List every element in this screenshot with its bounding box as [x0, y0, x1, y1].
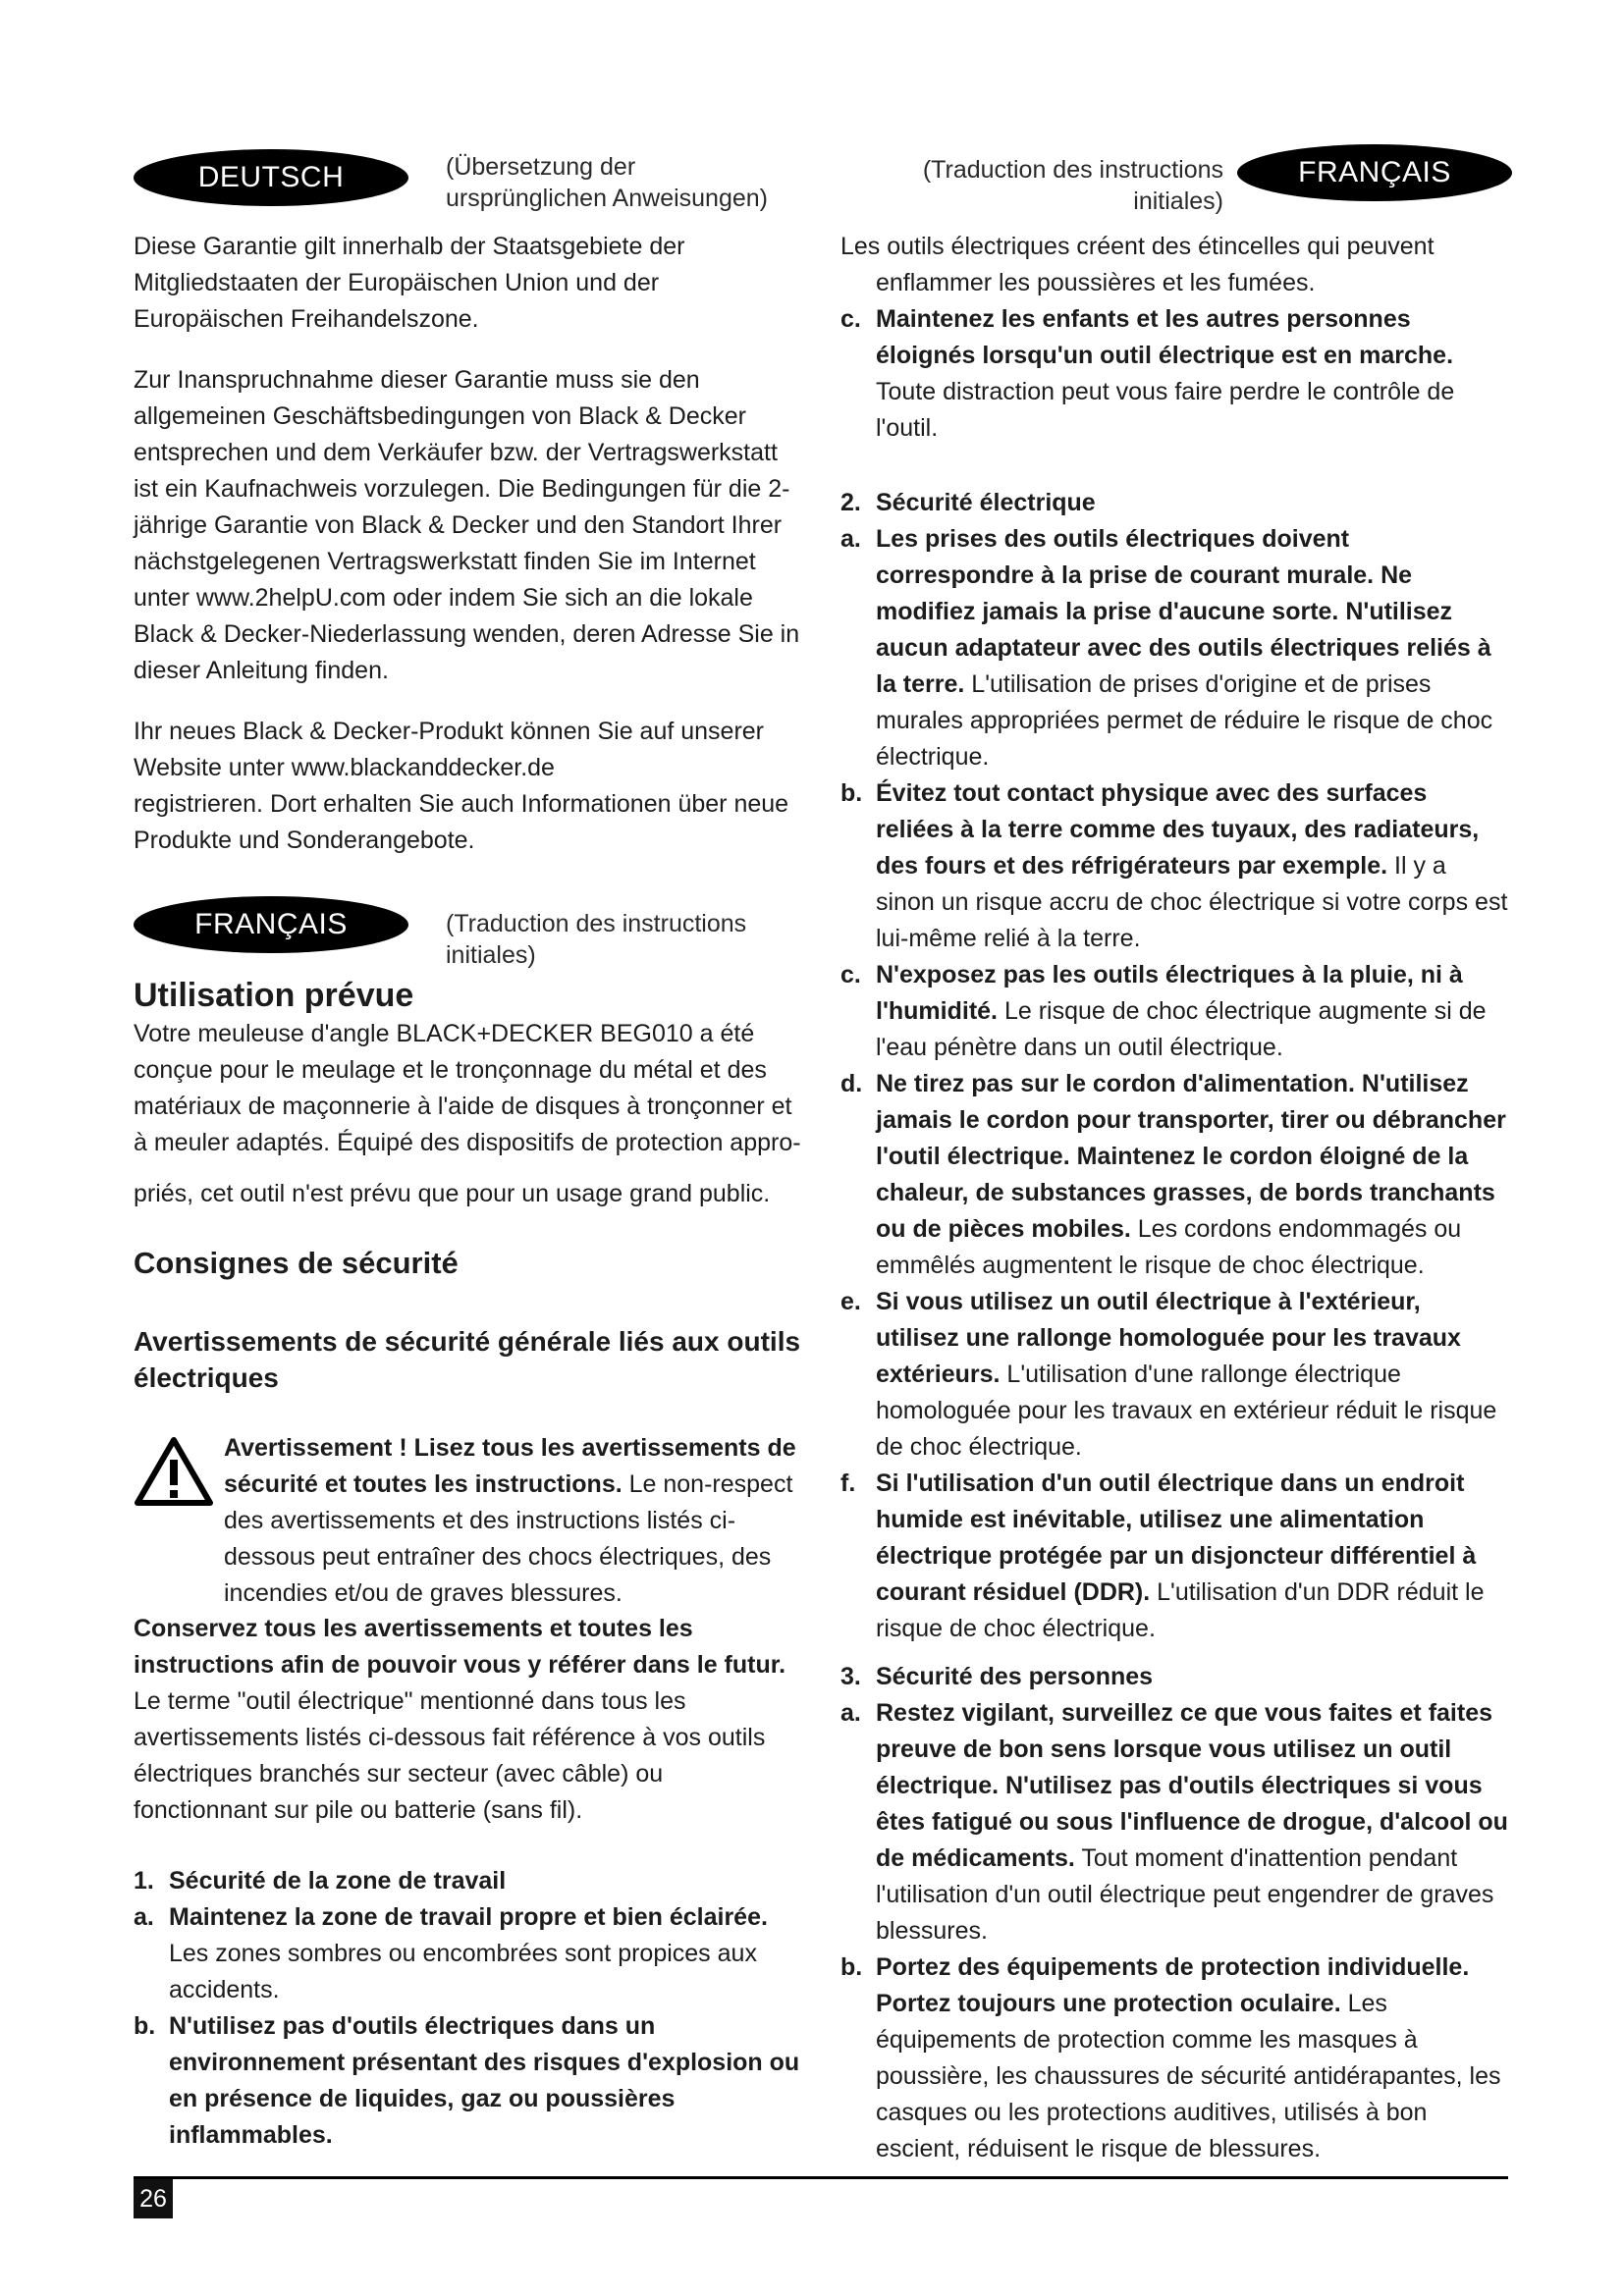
- section-electrical-safety: [840, 485, 1508, 521]
- francais-translation-note: (Traduction des instructions initiales): [446, 910, 747, 969]
- item-marker: a.: [840, 525, 861, 553]
- item-bold: Portez des équipements de protection individuelle. Portez toujours une protection oculaire.: [876, 1953, 1470, 2017]
- deutsch-translation-note: (Übersetzung der ursprünglichen Anweisungen): [446, 153, 768, 212]
- general-warning-bold: Avertissement ! Lisez tous les avertissements de sécurité et toutes les instructions.: [224, 1434, 796, 1498]
- keep-instructions-bold: Conservez tous les avertissements et toutes les instructions afin de pouvoir vous y référer dans le futur.: [134, 1615, 786, 1679]
- item-bold: Si l'utilisation d'un outil électrique dans un endroit humide est inévitable, utilisez une alimentation électrique protégée par un disjoncteur différentiel à courant résiduel (DDR).: [876, 1469, 1477, 1606]
- item-text: Tout moment d'inattention pendant l'utilisation d'un outil électrique peut engendrer de graves blessures.: [876, 1844, 1494, 1945]
- item-text: Le risque de choc électrique augmente si de l'eau pénètre dans un outil électrique.: [876, 997, 1487, 1061]
- item-text: L'utilisation de prises d'origine et de prises murales appropriées permet de réduire le risque de choc électrique.: [876, 670, 1493, 771]
- item-marker: b.: [134, 2012, 156, 2040]
- deutsch-registration-info: registrieren. Dort erhalten Sie auch Informationen über neue Produkte und Sonderangebote.: [134, 790, 789, 854]
- francais-badge-label: FRANÇAIS: [194, 908, 348, 940]
- item-bold: Ne tirez pas sur le cordon d'alimentation. N'utilisez jamais le cordon pour transporter, tirer ou débrancher l'outil électrique. Maintenez le cordon éloigné de la chaleur, de substances grasses, de bords tranchants ou de pièces mobiles.: [876, 1070, 1506, 1243]
- francais-badge-label-right: FRANÇAIS: [1298, 156, 1451, 188]
- item-marker: f.: [840, 1469, 856, 1497]
- item-bold: Maintenez les enfants et les autres personnes éloignés lorsqu'un outil électrique est en marche.: [876, 305, 1454, 369]
- general-warnings-heading: Avertissements de sécurité générale liés aux outils électriques: [134, 1326, 801, 1393]
- section-work-area-safety: [134, 1863, 801, 1899]
- page-number-label: 26: [139, 2184, 167, 2213]
- section-number: 1.: [134, 1867, 154, 1895]
- list-item: [840, 957, 1508, 1066]
- item-bold: N'exposez pas les outils électriques à la pluie, ni à l'humidité.: [876, 961, 1463, 1025]
- deutsch-warranty-conditions: Zur Inanspruchnahme dieser Garantie muss sie den allgemeinen Geschäftsbedingungen von Black & Decker entsprechen und dem Verkäufer bzw. der Vertragswerkstatt ist ein Kaufnachweis vorzulegen. Die Bedingungen für die 2-jährige Garantie von Black & Decker und den Standort Ihrer nächstgelegenen Vertragswerkstatt finden Sie im Internet unter www.2helpU.com oder indem Sie sich an die lokale Black & Decker-Niederlassung wenden, deren Adresse Sie in dieser Anleitung finden.: [134, 366, 800, 684]
- item-bold: Les prises des outils électriques doivent correspondre à la prise de courant murale. Ne modifiez jamais la prise d'aucune sorte. N'utilisez aucun adaptateur avec des outils électriques reliés à la terre.: [876, 525, 1491, 698]
- section-number: 3.: [840, 1663, 861, 1690]
- section-title: Sécurité de la zone de travail: [169, 1867, 507, 1895]
- continued-text: Les outils électriques créent des étincelles qui peuvent enflammer les poussières et les fumées.: [840, 233, 1435, 296]
- item-marker: d.: [840, 1070, 863, 1097]
- item-bold: Évitez tout contact physique avec des surfaces reliées à la terre comme des tuyaux, des radiateurs, des fours et des réfrigérateurs par exemple.: [876, 779, 1480, 880]
- item-text: Il y a sinon un risque accru de choc électrique si votre corps est lui-même relié à la terre.: [876, 852, 1508, 952]
- item-text: Les équipements de protection comme les masques à poussière, les chaussures de sécurité antidérapantes, les casques ou les protections auditives, utilisés à bon escient, réduisent le risque de blessures.: [876, 1990, 1501, 2163]
- item-text: Toute distraction peut vous faire perdre le contrôle de l'outil.: [876, 378, 1455, 442]
- item-text: Les zones sombres ou encombrées sont propices aux accidents.: [169, 1940, 757, 2003]
- item-text: Les cordons endommagés ou emmêlés augmentent le risque de choc électrique.: [876, 1215, 1462, 1279]
- item-text: L'utilisation d'un DDR réduit le risque de choc électrique.: [876, 1578, 1485, 1642]
- item-marker: c.: [840, 961, 861, 988]
- list-item: [840, 301, 1508, 447]
- list-item: [840, 775, 1508, 957]
- francais-language-badge-right: [1237, 144, 1512, 201]
- list-item: [840, 1066, 1508, 1284]
- francais-language-badge: [134, 896, 408, 953]
- list-item: [840, 1284, 1508, 1466]
- warning-triangle-icon: [134, 1430, 224, 1612]
- item-marker: e.: [840, 1288, 861, 1315]
- intended-use-heading: Utilisation prévue: [134, 977, 414, 1014]
- item-marker: b.: [840, 779, 863, 807]
- list-item: [840, 521, 1508, 775]
- list-item: [840, 1949, 1508, 2167]
- general-warning-box: [134, 1430, 801, 1612]
- item-marker: a.: [134, 1903, 154, 1931]
- page-number: [134, 2179, 173, 2218]
- keep-instructions-text: Le terme "outil électrique" mentionné dans tous les avertissements listés ci-dessous fait référence à vos outils électriques branchés sur secteur (avec câble) ou fonctionnant sur pile ou batterie (sans fil).: [134, 1687, 766, 1824]
- item-bold: Restez vigilant, surveillez ce que vous faites et faites preuve de bon sens lorsque vous utilisez un outil électrique. N'utilisez pas d'outils électriques si vous êtes fatigué ou sous l'influence de drogue, d'alcool ou de médicaments.: [876, 1699, 1508, 1872]
- deutsch-warranty-territory: Diese Garantie gilt innerhalb der Staatsgebiete der Mitgliedstaaten der Europäischen Union und der Europäischen Freihandelszone.: [134, 233, 685, 333]
- deutsch-registration-website: Ihr neues Black & Decker-Produkt können Sie auf unserer Website unter www.blackanddecker.de: [134, 718, 765, 781]
- section-title: Sécurité électrique: [876, 489, 1096, 516]
- item-bold: Maintenez la zone de travail propre et bien éclairée.: [169, 1903, 768, 1931]
- section-title: Sécurité des personnes: [876, 1663, 1154, 1690]
- list-item: [840, 1695, 1508, 1949]
- safety-instructions-heading: Consignes de sécurité: [134, 1246, 459, 1280]
- francais-translation-note-right: (Traduction des instructions initiales): [922, 156, 1223, 215]
- section-number: 2.: [840, 489, 861, 516]
- deutsch-badge-label: DEUTSCH: [197, 161, 345, 193]
- item-bold: N'utilisez pas d'outils électriques dans un environnement présentant des risques d'explosion ou en présence de liquides, gaz ou poussières inflammables.: [169, 2012, 800, 2149]
- list-item: [134, 2008, 801, 2154]
- intended-use-text: Votre meuleuse d'angle BLACK+DECKER BEG010 a été conçue pour le meulage et le tronçonnage du métal et des matériaux de maçonnerie à l'aide de disques à tronçonner et à meuler adaptés. Équipé des dispositifs de protection appro-: [134, 1020, 801, 1156]
- intended-use-text-cont: priés, cet outil n'est prévu que pour un usage grand public.: [134, 1180, 771, 1207]
- item-marker: a.: [840, 1699, 861, 1727]
- section-personal-safety: [840, 1659, 1508, 1695]
- item-marker: b.: [840, 1953, 863, 1981]
- item-marker: c.: [840, 305, 861, 333]
- deutsch-language-badge: [134, 149, 408, 206]
- list-item: [840, 1466, 1508, 1647]
- item-text: L'utilisation d'une rallonge électrique homologuée pour les travaux en extérieur réduit le risque de choc électrique.: [876, 1361, 1497, 1461]
- general-warning-text: Le non-respect des avertissements et des instructions listés ci-dessous peut entraîner des chocs électriques, des incendies et/ou de graves blessures.: [224, 1470, 793, 1607]
- list-item: [134, 1899, 801, 2008]
- item-bold: Si vous utilisez un outil électrique à l'extérieur, utilisez une rallonge homologuée pour les travaux extérieurs.: [876, 1288, 1461, 1388]
- footer-divider: [134, 2176, 1508, 2179]
